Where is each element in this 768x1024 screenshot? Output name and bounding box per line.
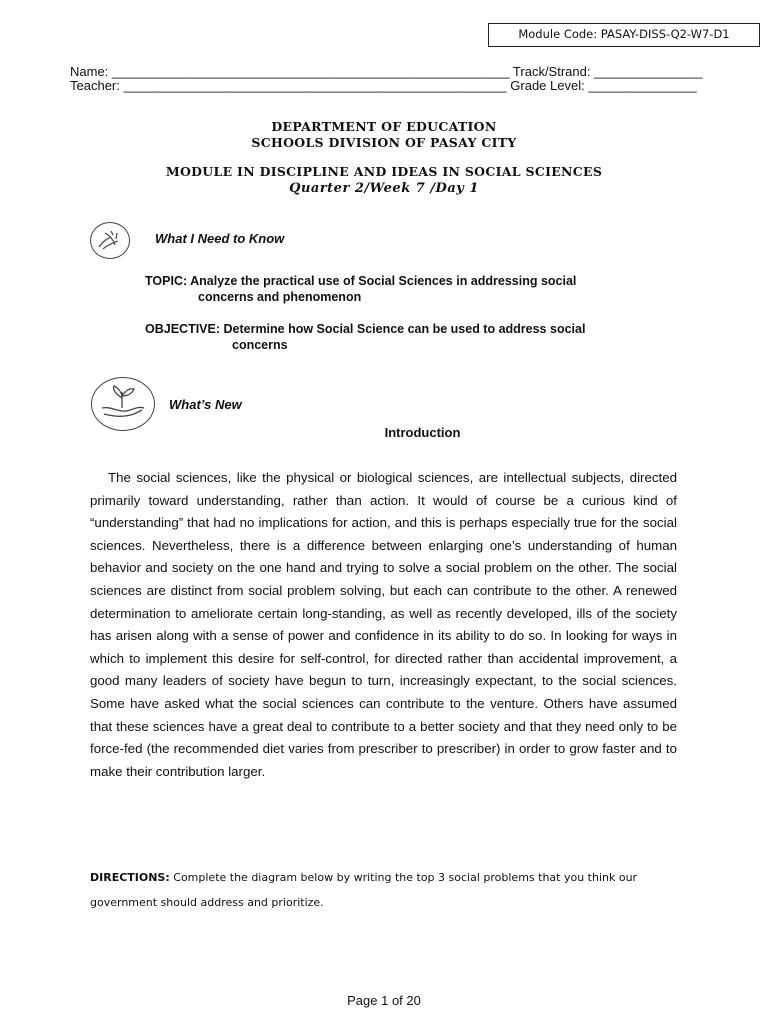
module-code-box: Module Code: PASAY-DISS-Q2-W7-D1 <box>488 23 760 47</box>
quarter-week-day: Quarter 2/Week 7 /Day 1 <box>289 181 479 196</box>
directions-body: Complete the diagram below by writing the top 3 social problems that you think our government should address and prioritize. <box>90 871 638 909</box>
directions-text <box>90 865 690 915</box>
introduction-paragraph: The social sciences, like the physical or biological sciences, are intellectual subjects, directed primarily toward understanding, rather than action. It would of course be a curious kind of “understanding” that had no implications for action, and this is perhaps especially true for the social sciences. Nevertheless, there is a difference between enlarging one’s understanding of human behavior and society on the one hand and trying to solve a social problem on the other. The social sciences are distinct from social problem solving, but each can contribute to the other. A renewed determination to ameliorate certain long-standing, as well as recently developed, ills of the society has arisen along with a sense of power and confidence in its ability to do so. In looking for ways in which to implement this desire for self-control, for directed rather than accidental improvement, a good many leaders of society have begun to turn, increasingly expectant, to the social sciences. Some have asked what the social sciences can contribute to the venture. Others have assumed that these sciences have a great deal to contribute to a better society and that they need only to be force-fed (the recommended diet varies from prescriber to prescriber) in order to grow faster and to make their contribution larger. <box>90 470 677 779</box>
what-i-need-to-know-title: What I Need to Know <box>155 231 285 246</box>
objective-line-2: concerns <box>232 338 288 352</box>
plant-in-hand-icon <box>91 377 155 431</box>
page-number: Page 1 of 20 <box>347 993 421 1008</box>
module-title: MODULE IN DISCIPLINE AND IDEAS IN SOCIAL SCIENCES <box>165 164 603 179</box>
department-heading: DEPARTMENT OF EDUCATION <box>271 119 497 134</box>
division-heading: SCHOOLS DIVISION OF PASAY CITY <box>251 135 517 150</box>
whats-new-title: What’s New <box>169 397 242 412</box>
name-track-line: Name: _______________________________________________________ Track/Strand: _______________ <box>70 64 703 79</box>
directions-label: DIRECTIONS: <box>90 871 170 884</box>
topic-line-1: TOPIC: Analyze the practical use of Social Sciences in addressing social <box>145 274 577 288</box>
topic-line-2: concerns and phenomenon <box>198 290 362 304</box>
teacher-grade-line: Teacher: _____________________________________________________ Grade Level: _______________ <box>70 78 697 93</box>
introduction-heading: Introduction <box>384 425 461 440</box>
hand-icon <box>90 222 130 259</box>
objective-line-1: OBJECTIVE: Determine how Social Science can be used to address social <box>145 322 586 336</box>
